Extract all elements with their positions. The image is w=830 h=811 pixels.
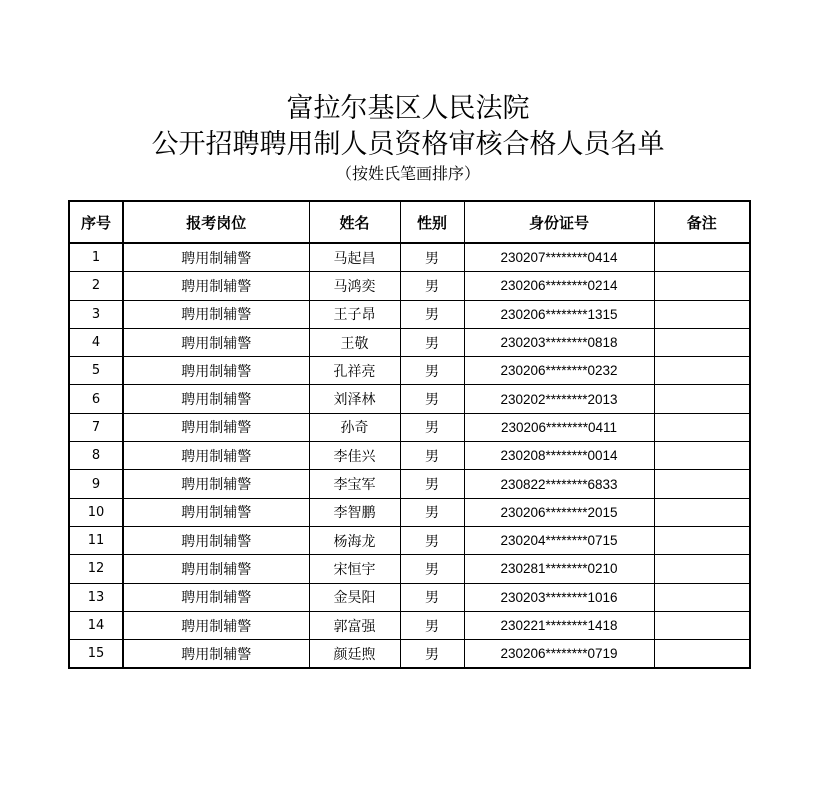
cell-gender: 男 xyxy=(400,640,464,669)
cell-remark xyxy=(654,470,750,498)
cell-name: 金昊阳 xyxy=(309,583,400,611)
cell-gender: 男 xyxy=(400,555,464,583)
cell-remark xyxy=(654,243,750,272)
cell-id-number: 230203********0818 xyxy=(464,328,654,356)
cell-gender: 男 xyxy=(400,498,464,526)
cell-remark xyxy=(654,442,750,470)
table-header xyxy=(69,201,750,243)
table-row xyxy=(69,498,750,526)
table-row xyxy=(69,357,750,385)
cell-position: 聘用制辅警 xyxy=(123,442,309,470)
cell-gender: 男 xyxy=(400,357,464,385)
cell-position: 聘用制辅警 xyxy=(123,243,309,272)
document-title-line2: 公开招聘聘用制人员资格审核合格人员名单 xyxy=(151,129,665,160)
cell-position: 聘用制辅警 xyxy=(123,357,309,385)
cell-remark xyxy=(654,640,750,669)
cell-remark xyxy=(654,611,750,639)
cell-remark xyxy=(654,413,750,441)
cell-id-number: 230221********1418 xyxy=(464,611,654,639)
cell-gender: 男 xyxy=(400,611,464,639)
table-row xyxy=(69,272,750,300)
cell-seq: 9 xyxy=(69,470,123,498)
cell-remark xyxy=(654,526,750,554)
cell-position: 聘用制辅警 xyxy=(123,328,309,356)
header-remark: 备注 xyxy=(654,201,750,243)
cell-position: 聘用制辅警 xyxy=(123,498,309,526)
cell-id-number: 230206********0232 xyxy=(464,357,654,385)
cell-id-number: 230204********0715 xyxy=(464,526,654,554)
cell-name: 马起昌 xyxy=(309,243,400,272)
cell-seq: 14 xyxy=(69,611,123,639)
cell-gender: 男 xyxy=(400,328,464,356)
cell-position: 聘用制辅警 xyxy=(123,640,309,669)
cell-remark xyxy=(654,272,750,300)
cell-gender: 男 xyxy=(400,413,464,441)
cell-name: 杨海龙 xyxy=(309,526,400,554)
cell-gender: 男 xyxy=(400,526,464,554)
cell-id-number: 230207********0414 xyxy=(464,243,654,272)
header-gender: 性别 xyxy=(400,201,464,243)
cell-seq: 7 xyxy=(69,413,123,441)
candidate-table xyxy=(68,200,751,669)
cell-seq: 12 xyxy=(69,555,123,583)
cell-name: 孔祥亮 xyxy=(309,357,400,385)
cell-remark xyxy=(654,583,750,611)
cell-seq: 15 xyxy=(69,640,123,669)
cell-seq: 3 xyxy=(69,300,123,328)
cell-remark xyxy=(654,555,750,583)
table-row xyxy=(69,470,750,498)
cell-name: 宋恒宇 xyxy=(309,555,400,583)
cell-id-number: 230208********0014 xyxy=(464,442,654,470)
table-row xyxy=(69,300,750,328)
cell-name: 孙奇 xyxy=(309,413,400,441)
cell-gender: 男 xyxy=(400,442,464,470)
cell-gender: 男 xyxy=(400,470,464,498)
table-row xyxy=(69,583,750,611)
cell-position: 聘用制辅警 xyxy=(123,526,309,554)
cell-remark xyxy=(654,300,750,328)
cell-name: 王敬 xyxy=(309,328,400,356)
cell-id-number: 230203********1016 xyxy=(464,583,654,611)
header-name: 姓名 xyxy=(309,201,400,243)
cell-id-number: 230206********2015 xyxy=(464,498,654,526)
cell-name: 李智鹏 xyxy=(309,498,400,526)
cell-seq: 6 xyxy=(69,385,123,413)
cell-position: 聘用制辅警 xyxy=(123,470,309,498)
cell-seq: 1 xyxy=(69,243,123,272)
cell-position: 聘用制辅警 xyxy=(123,583,309,611)
table-row xyxy=(69,385,750,413)
cell-remark xyxy=(654,385,750,413)
cell-gender: 男 xyxy=(400,243,464,272)
cell-gender: 男 xyxy=(400,385,464,413)
cell-id-number: 230206********0719 xyxy=(464,640,654,669)
cell-position: 聘用制辅警 xyxy=(123,555,309,583)
cell-id-number: 230206********0214 xyxy=(464,272,654,300)
header-seq: 序号 xyxy=(69,201,123,243)
cell-id-number: 230206********1315 xyxy=(464,300,654,328)
cell-seq: 4 xyxy=(69,328,123,356)
cell-name: 颜廷煦 xyxy=(309,640,400,669)
cell-seq: 11 xyxy=(69,526,123,554)
header-position: 报考岗位 xyxy=(123,201,309,243)
cell-gender: 男 xyxy=(400,583,464,611)
cell-id-number: 230202********2013 xyxy=(464,385,654,413)
cell-seq: 13 xyxy=(69,583,123,611)
document-title-line1: 富拉尔基区人民法院 xyxy=(286,93,530,124)
table-body xyxy=(69,243,750,668)
cell-seq: 5 xyxy=(69,357,123,385)
table-row xyxy=(69,328,750,356)
cell-name: 李宝军 xyxy=(309,470,400,498)
cell-seq: 8 xyxy=(69,442,123,470)
cell-seq: 10 xyxy=(69,498,123,526)
cell-position: 聘用制辅警 xyxy=(123,272,309,300)
table-row xyxy=(69,611,750,639)
cell-position: 聘用制辅警 xyxy=(123,300,309,328)
cell-name: 李佳兴 xyxy=(309,442,400,470)
cell-name: 刘泽林 xyxy=(309,385,400,413)
header-id-number: 身份证号 xyxy=(464,201,654,243)
table-row xyxy=(69,243,750,272)
cell-id-number: 230822********6833 xyxy=(464,470,654,498)
header-row xyxy=(69,201,750,243)
cell-gender: 男 xyxy=(400,300,464,328)
cell-remark xyxy=(654,498,750,526)
cell-position: 聘用制辅警 xyxy=(123,611,309,639)
table-row xyxy=(69,413,750,441)
cell-position: 聘用制辅警 xyxy=(123,385,309,413)
table-row xyxy=(69,442,750,470)
table-row xyxy=(69,555,750,583)
cell-gender: 男 xyxy=(400,272,464,300)
table-row xyxy=(69,640,750,669)
cell-name: 郭富强 xyxy=(309,611,400,639)
cell-seq: 2 xyxy=(69,272,123,300)
cell-id-number: 230281********0210 xyxy=(464,555,654,583)
cell-remark xyxy=(654,328,750,356)
cell-position: 聘用制辅警 xyxy=(123,413,309,441)
cell-id-number: 230206********0411 xyxy=(464,413,654,441)
cell-name: 马鸿奕 xyxy=(309,272,400,300)
table-row xyxy=(69,526,750,554)
cell-name: 王子昂 xyxy=(309,300,400,328)
document-subtitle: （按姓氏笔画排序） xyxy=(335,164,480,183)
cell-remark xyxy=(654,357,750,385)
